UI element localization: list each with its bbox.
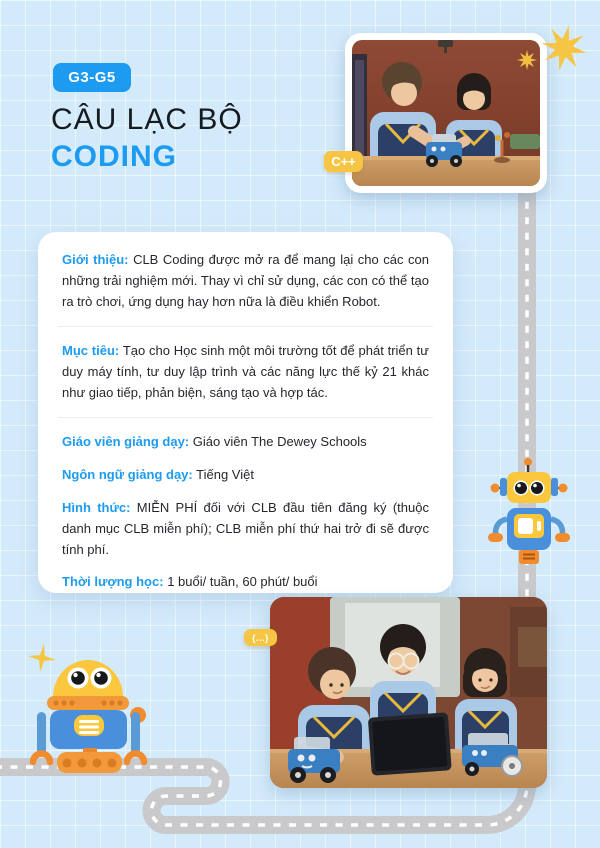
section-label: Thời lượng học: <box>62 574 164 589</box>
section-text: Tạo cho Học sinh một môi trường tốt để phát triển tư duy máy tính, tư duy lập trình và các năng lực thế kỷ 21 khác như giao tiếp, phản biện, sáng tạo và hợp tác. <box>62 343 429 400</box>
section-label: Hình thức: <box>62 500 131 515</box>
section-label: Giáo viên giảng dạy: <box>62 434 190 449</box>
section-gioi-thieu <box>62 249 429 312</box>
section-text: 1 buổi/ tuần, 60 phút/ buổi <box>167 574 318 589</box>
burst-star-large-icon <box>540 24 588 72</box>
info-card <box>38 232 453 593</box>
robot-side-illustration <box>486 455 572 567</box>
code-tag: {...} <box>244 629 277 646</box>
section-label: Giới thiệu: <box>62 252 129 267</box>
section-text: CLB Coding được mở ra để mang lại cho các con những trải nghiệm mới. Thay vì chỉ sử dụng, các con có thể tạo ra trò chơi, ứng dụng hay hơn nữa là điều khiển Robot. <box>62 252 429 309</box>
section-giao-vien <box>62 431 429 452</box>
bottom-photo <box>270 597 547 788</box>
page-title-coding: CODING <box>51 140 177 173</box>
section-text: Giáo viên The Dewey Schools <box>192 434 367 449</box>
top-photo <box>352 40 540 186</box>
bottom-photo-frame <box>270 597 547 788</box>
burst-star-small-icon <box>516 49 538 71</box>
section-divider <box>58 326 433 327</box>
section-divider <box>58 417 433 418</box>
section-label: Ngôn ngữ giảng dạy: <box>62 467 193 482</box>
robot-bottom-illustration <box>28 644 153 776</box>
section-text: Tiếng Việt <box>196 467 254 482</box>
section-label: Mục tiêu: <box>62 343 120 358</box>
section-thoi-luong <box>62 571 429 592</box>
section-hinh-thuc <box>62 497 429 560</box>
cpp-tag: C++ <box>324 151 363 172</box>
section-text: MIỄN PHÍ đối với CLB đầu tiên đăng ký (thuộc danh mục CLB miễn phí); CLB miễn phí thứ hai trở đi sẽ được tính phí. <box>62 500 429 557</box>
section-ngon-ngu <box>62 464 429 485</box>
page-title: CÂU LẠC BỘ <box>51 103 243 136</box>
grade-badge: G3-G5 <box>53 63 131 92</box>
section-muc-tieu <box>62 340 429 403</box>
